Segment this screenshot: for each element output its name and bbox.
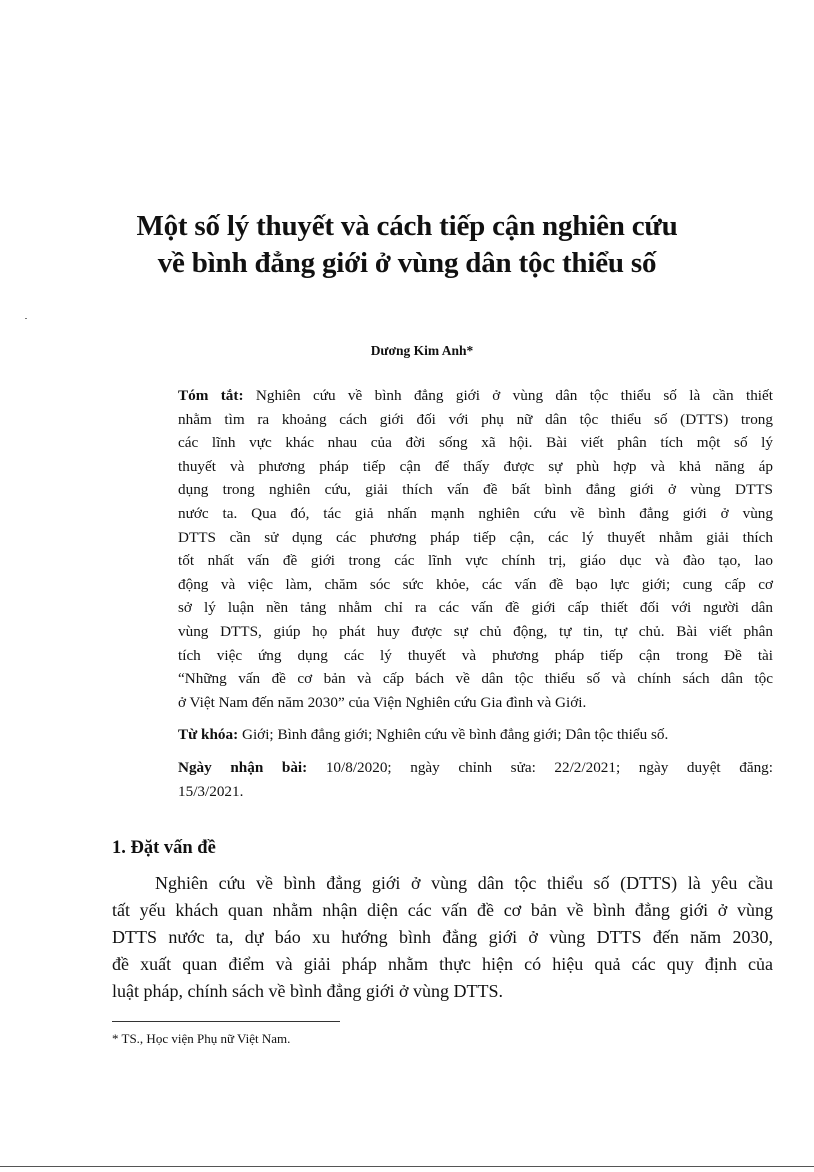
abstract-text: Nghiên cứu về bình đẳng giới ở vùng dân tộc thiểu số là cần thiết (255, 387, 773, 404)
scan-speck (25, 318, 27, 319)
dates-label: Ngày nhận bài: (178, 758, 308, 776)
abstract-body (178, 384, 773, 714)
dates-line (178, 756, 773, 780)
keywords (178, 723, 773, 747)
section-heading: 1. Đặt vấn đề (112, 838, 216, 858)
title-line: về bình đẳng giới ở vùng dân tộc thiểu số (157, 247, 657, 279)
body-line: Nghiên cứu về bình đẳng giới ở vùng dân tộc thiểu số (DTTS) là yêu cầu (155, 873, 773, 893)
abstract-line: nhằm tìm ra khoảng cách giới đối với phụ nữ dân tộc thiểu số (DTTS) trong (178, 410, 773, 428)
abstract-line: tốt nhất vấn đề giới trong các lĩnh vực chính trị, giáo dục và đào tạo, lao (178, 552, 773, 570)
abstract-line: thuyết và phương pháp tiếp cận để thấy được sự phù hợp và khả năng áp (178, 457, 773, 475)
keywords-label: Từ khóa: (178, 726, 239, 744)
abstract-line: dụng trong nghiên cứu, giải thích vấn đề bất bình đẳng giới ở vùng DTTS (178, 481, 773, 499)
abstract-line: các lĩnh vực khác nhau của đời sống xã hội. Bài viết phân tích một số lý (178, 434, 773, 452)
abstract-line: ở Việt Nam đến năm 2030” của Viện Nghiên cứu Gia đình và Giới. (178, 693, 587, 711)
abstract-line (178, 384, 773, 408)
abstract (178, 384, 773, 803)
section-body (112, 870, 773, 1005)
abstract-line: DTTS cần sử dụng các phương pháp tiếp cận, các lý thuyết nhằm giải thích (178, 528, 773, 546)
abstract-line: động và việc làm, chăm sóc sức khỏe, các vấn đề bạo lực giới; cung cấp cơ (178, 575, 773, 593)
footnote-divider (112, 1021, 340, 1022)
abstract-line: tích việc ứng dụng các lý thuyết và phương pháp tiếp cận trong Đề tài (178, 646, 773, 664)
author: Dương Kim Anh* (370, 343, 474, 358)
abstract-line: vùng DTTS, giúp họ phát huy được sự chủ động, tự tin, tự chủ. Bài viết phân (178, 622, 773, 640)
footnote: * TS., Học viện Phụ nữ Việt Nam. (112, 1031, 291, 1046)
body-line: DTTS nước ta, dự báo xu hướng bình đẳng giới ở vùng DTTS đến năm 2030, (112, 927, 773, 947)
abstract-line: “Những vấn đề cơ bản và cấp bách về dân tộc thiểu số và chính sách dân tộc (178, 670, 773, 688)
paper-title (0, 208, 814, 282)
dates-line: 15/3/2021. (178, 782, 244, 800)
abstract-label: Tóm tắt: (178, 387, 244, 404)
dates-text: 10/8/2020; ngày chỉnh sửa: 22/2/2021; ngày duyệt đăng: (325, 758, 773, 776)
page-edge-line (0, 1166, 814, 1167)
body-line: đề xuất quan điểm và giải pháp nhằm thực hiện có hiệu quả các quy định của (112, 954, 773, 974)
body-line: luật pháp, chính sách về bình đẳng giới ở vùng DTTS. (112, 981, 503, 1001)
title-line: Một số lý thuyết và cách tiếp cận nghiên cứu (136, 210, 678, 242)
abstract-line: sở lý luận nền tảng nhằm chỉ ra các vấn đề giới cấp thiết đối với người dân (178, 599, 773, 617)
body-line: tất yếu khách quan nhằm nhận diện các vấn đề cơ bản về bình đẳng giới ở vùng (112, 900, 773, 920)
abstract-line: nước ta. Qua đó, tác giả nhấn mạnh nghiên cứu về bình đẳng giới ở vùng (178, 504, 773, 522)
keywords-text: Giới; Bình đẳng giới; Nghiên cứu về bình đẳng giới; Dân tộc thiểu số. (241, 726, 669, 744)
